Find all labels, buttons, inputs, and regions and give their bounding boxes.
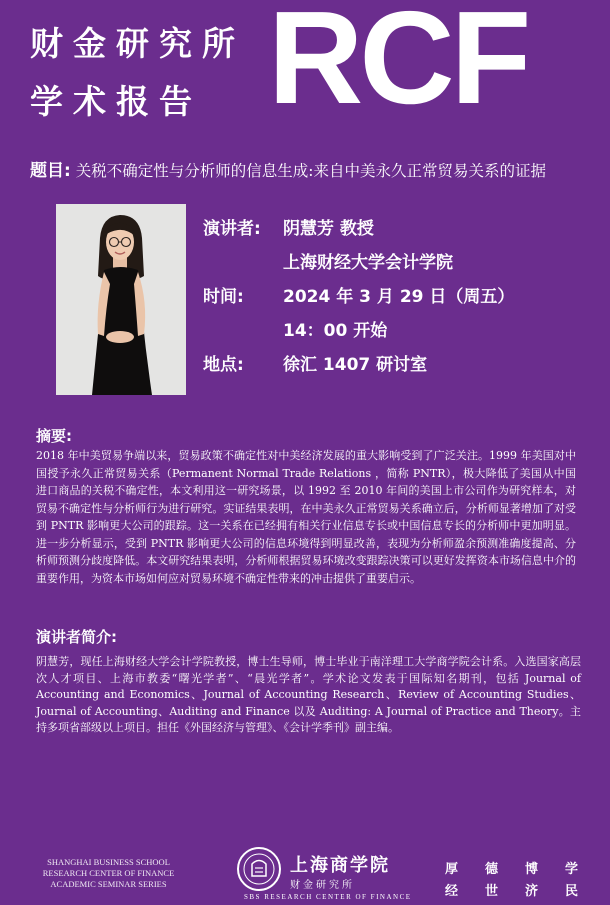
footer-english-caption <box>36 857 181 890</box>
talk-title-label: 题目: <box>30 161 71 181</box>
motto-char: 厚 <box>445 862 459 877</box>
footer-en-line2: RESEARCH CENTER OF FINANCE <box>42 868 175 878</box>
motto-char: 济 <box>525 884 539 899</box>
speaker-label: 演讲者: <box>203 219 261 239</box>
talk-title-text: 关税不确定性与分析师的信息生成:来自中美永久正常贸易关系的证据 <box>75 162 546 180</box>
motto-char: 博 <box>525 862 539 877</box>
motto-char: 学 <box>565 862 579 877</box>
speaker-photo <box>56 204 186 395</box>
school-logo-subtitle: 财金研究所 <box>290 880 355 891</box>
school-logo-english: SBS RESEARCH CENTER OF FINANCE <box>244 893 412 901</box>
time-label: 时间: <box>203 287 244 307</box>
event-info <box>203 214 543 384</box>
motto-row2 <box>445 880 605 899</box>
abstract-text: 2018 年中美贸易争端以来，贸易政策不确定性对中美经济发展的重大影响受到了广泛关注。1999 年美国对中国授予永久正常贸易关系（Permanent Normal Trade Relations ，简称 PNTR），极大降低了美国从中国进口商品的关税不确定性，本文利用这一研究场景，以 1992 至 2010 年间的美国上市公司作为研究样本，对贸易不确定性与分析师行为进行研究。实证结果表明，在中美永久正常贸易关系确立后，分析师显著增加了对受到 PNTR 影响更大公司的跟踪。这一关系在已经拥有相关行业信息专长或中国信息专长的分析师中更加明显。进一步分析显示，受到 PNTR 影响更大公司的信息环境得到明显改善，表现为分析师盈余预测准确度提高、分析师预测分歧度降低。本文研究结果表明，分析师根据贸易环境改变跟踪决策可以更好发挥资本市场信息中介的重要作用，为资本市场如何应对贸易环境不确定性带来的冲击提供了重要启示。 <box>36 449 576 585</box>
motto-char: 民 <box>565 884 579 899</box>
location-value: 徐汇 1407 研讨室 <box>283 355 428 375</box>
speaker-photo-illustration <box>56 204 186 395</box>
speaker-name: 阴慧芳 教授 <box>283 219 374 239</box>
footer-en-line1: SHANGHAI BUSINESS SCHOOL <box>47 857 170 867</box>
event-date: 2024 年 3 月 29 日（周五） <box>283 287 515 307</box>
rcf-logo-text: RCF <box>268 0 528 131</box>
location-label: 地点: <box>203 355 244 375</box>
abstract-heading: 摘要: <box>36 427 72 445</box>
event-start-time: 14：00 开始 <box>283 321 388 341</box>
header-title-line2: 学术报告 <box>30 82 202 121</box>
talk-title <box>30 156 546 181</box>
school-seal-icon <box>236 846 282 892</box>
motto-char: 德 <box>485 862 499 877</box>
footer-en-line3: ACADEMIC SEMINAR SERIES <box>50 879 167 889</box>
school-logo-name: 上海商学院 <box>290 855 390 876</box>
motto-row1 <box>445 858 605 877</box>
header-title-line1: 财金研究所 <box>30 24 245 63</box>
speaker-affiliation: 上海财经大学会计学院 <box>283 253 453 273</box>
motto-char: 世 <box>485 884 499 899</box>
bio-heading: 演讲者简介: <box>36 628 117 646</box>
bio-text: 阴慧芳，现任上海财经大学会计学院教授，博士生导师，博士毕业于南洋理工大学商学院会计系。入选国家高层次人才项目、上海市教委“曙光学者”、“晨光学者”。学术论文发表于国际知名期刊，包括 Journal of Accounting and Economics、Journal of Accounting Research、Review of Accounting Studies、 Journal of Accounting、Auditing and Finance 以及 Auditing: A Journal of Practice and Theory。主持多项省部级以上项目。担任《外国经济与管理》、《会计学季刊》副主编。 <box>36 655 581 734</box>
motto-char: 经 <box>445 884 459 899</box>
